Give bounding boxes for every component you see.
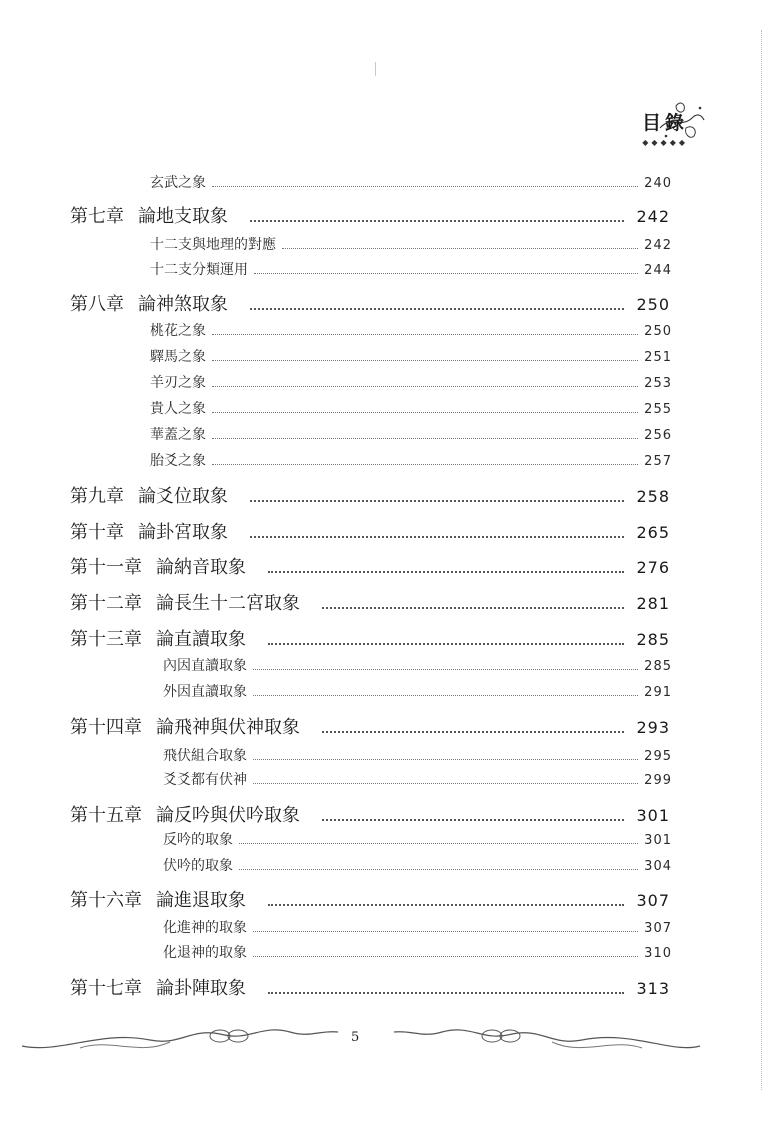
dot-leader bbox=[268, 904, 624, 906]
chapter-title: 論納音取象 bbox=[156, 557, 246, 578]
page-ref: 313 bbox=[636, 979, 670, 998]
toc-chapter-row[interactable] bbox=[70, 589, 670, 615]
dot-leader bbox=[212, 438, 638, 439]
dot-leader bbox=[282, 248, 638, 249]
page-ref: 301 bbox=[636, 806, 670, 825]
chapter-number: 第十七章 bbox=[70, 978, 142, 999]
chapter-number: 第十四章 bbox=[70, 717, 142, 738]
toc-chapter-row[interactable] bbox=[70, 518, 670, 544]
chapter-title: 論卦宮取象 bbox=[138, 522, 228, 543]
page-ref: 251 bbox=[644, 350, 672, 365]
chapter-title: 論飛神與伏神取象 bbox=[156, 717, 300, 738]
page-ref: 281 bbox=[636, 594, 670, 613]
dot-leader bbox=[253, 669, 638, 670]
toc-chapter-row[interactable] bbox=[70, 974, 670, 1000]
section-title: 內因直讀取象 bbox=[163, 658, 247, 674]
toc-section-row[interactable] bbox=[163, 681, 672, 701]
footer-right-ornament-icon bbox=[392, 1020, 702, 1060]
page-number: 5 bbox=[351, 1030, 360, 1045]
toc-chapter-row[interactable] bbox=[70, 713, 670, 739]
dot-leader bbox=[250, 500, 624, 502]
page-ref: 250 bbox=[644, 324, 672, 339]
scan-edge bbox=[760, 30, 762, 1090]
page-ref: 293 bbox=[636, 718, 670, 737]
section-title: 胎爻之象 bbox=[150, 453, 206, 469]
chapter-title: 論地支取象 bbox=[138, 206, 228, 227]
dot-leader bbox=[253, 695, 638, 696]
toc-chapter-row[interactable] bbox=[70, 801, 670, 827]
page-header bbox=[642, 108, 688, 147]
toc-chapter-row[interactable] bbox=[70, 625, 670, 651]
page-ref: 250 bbox=[636, 295, 670, 314]
dot-leader bbox=[253, 956, 638, 957]
dot-leader bbox=[254, 273, 638, 274]
section-title: 羊刃之象 bbox=[150, 375, 206, 391]
chapter-number: 第八章 bbox=[70, 294, 124, 315]
chapter-title: 論進退取象 bbox=[156, 890, 246, 911]
page-ref: 258 bbox=[636, 487, 670, 506]
toc-chapter-row[interactable] bbox=[70, 202, 670, 228]
chapter-number: 第十二章 bbox=[70, 593, 142, 614]
dot-leader bbox=[268, 992, 624, 994]
chapter-title: 論卦陣取象 bbox=[156, 978, 246, 999]
toc-section-row[interactable] bbox=[163, 942, 672, 962]
page-ref: 240 bbox=[644, 176, 672, 191]
page-ref: 242 bbox=[636, 207, 670, 226]
section-title: 十二支分類運用 bbox=[150, 262, 248, 278]
toc-section-row[interactable] bbox=[150, 259, 672, 279]
chapter-number: 第七章 bbox=[70, 206, 124, 227]
dot-leader bbox=[250, 536, 624, 538]
section-title: 桃花之象 bbox=[150, 323, 206, 339]
footer-left-ornament-icon bbox=[20, 1020, 340, 1060]
dot-leader bbox=[253, 783, 638, 784]
page-ref: 265 bbox=[636, 523, 670, 542]
toc-section-row[interactable] bbox=[150, 450, 672, 470]
page-ref: 255 bbox=[644, 402, 672, 417]
page-ref: 295 bbox=[644, 749, 672, 764]
dot-leader bbox=[212, 360, 638, 361]
toc-chapter-row[interactable] bbox=[70, 886, 670, 912]
page-ref: 304 bbox=[644, 859, 672, 874]
chapter-number: 第十五章 bbox=[70, 805, 142, 826]
page-ref: 285 bbox=[644, 659, 672, 674]
toc-section-row[interactable] bbox=[150, 346, 672, 366]
dot-leader bbox=[322, 731, 624, 733]
dot-leader bbox=[250, 308, 624, 310]
section-title: 爻爻都有伏神 bbox=[163, 772, 247, 788]
chapter-number: 第十三章 bbox=[70, 629, 142, 650]
chapter-number: 第九章 bbox=[70, 486, 124, 507]
chapter-title: 論直讀取象 bbox=[156, 629, 246, 650]
page-ref: 291 bbox=[644, 685, 672, 700]
page-ref: 253 bbox=[644, 376, 672, 391]
dot-leader bbox=[268, 643, 624, 645]
section-title: 外因直讀取象 bbox=[163, 684, 247, 700]
section-title: 玄武之象 bbox=[150, 175, 206, 191]
chapter-title: 論反吟與伏吟取象 bbox=[156, 805, 300, 826]
chapter-title: 論神煞取象 bbox=[138, 294, 228, 315]
toc-chapter-row[interactable] bbox=[70, 290, 670, 316]
toc-chapter-row[interactable] bbox=[70, 482, 670, 508]
section-title: 反吟的取象 bbox=[163, 832, 233, 848]
toc-section-row[interactable] bbox=[150, 424, 672, 444]
page-ref: 301 bbox=[644, 833, 672, 848]
dot-leader bbox=[212, 412, 638, 413]
section-title: 華蓋之象 bbox=[150, 427, 206, 443]
toc-section-row[interactable] bbox=[163, 917, 672, 937]
section-title: 化退神的取象 bbox=[163, 945, 247, 961]
page-ref: 307 bbox=[636, 891, 670, 910]
toc-chapter-row[interactable] bbox=[70, 553, 670, 579]
header-title: 目錄 bbox=[641, 112, 688, 134]
toc-section-row[interactable] bbox=[150, 234, 672, 254]
section-title: 化進神的取象 bbox=[163, 920, 247, 936]
page-ref: 299 bbox=[644, 773, 672, 788]
toc-section-row[interactable] bbox=[150, 172, 672, 192]
page-ref: 244 bbox=[644, 263, 672, 278]
dot-leader bbox=[212, 464, 638, 465]
dot-leader bbox=[239, 843, 638, 844]
dot-leader bbox=[253, 759, 638, 760]
dot-leader bbox=[239, 869, 638, 870]
page-ref: 285 bbox=[636, 630, 670, 649]
dot-leader bbox=[212, 334, 638, 335]
toc-section-row[interactable] bbox=[163, 855, 672, 875]
page-ref: 310 bbox=[644, 946, 672, 961]
chapter-number: 第十六章 bbox=[70, 890, 142, 911]
section-title: 飛伏組合取象 bbox=[163, 748, 247, 764]
toc-section-row[interactable] bbox=[150, 320, 672, 340]
dot-leader bbox=[250, 220, 624, 222]
section-title: 伏吟的取象 bbox=[163, 858, 233, 874]
header-subtitle: ◆◆◆◆◆ bbox=[642, 138, 688, 147]
toc-section-row[interactable] bbox=[163, 745, 672, 765]
section-title: 十二支與地理的對應 bbox=[150, 237, 276, 253]
page-ref: 256 bbox=[644, 428, 672, 443]
scan-mark bbox=[375, 62, 376, 76]
chapter-title: 論爻位取象 bbox=[138, 486, 228, 507]
page-ref: 307 bbox=[644, 921, 672, 936]
toc-section-row[interactable] bbox=[163, 655, 672, 675]
page-ref: 242 bbox=[644, 238, 672, 253]
dot-leader bbox=[322, 607, 624, 609]
chapter-number: 第十一章 bbox=[70, 557, 142, 578]
section-title: 貴人之象 bbox=[150, 401, 206, 417]
dot-leader bbox=[253, 931, 638, 932]
toc-section-row[interactable] bbox=[163, 769, 672, 789]
page-ref: 257 bbox=[644, 454, 672, 469]
section-title: 驛馬之象 bbox=[150, 349, 206, 365]
dot-leader bbox=[322, 819, 624, 821]
chapter-title: 論長生十二宮取象 bbox=[156, 593, 300, 614]
chapter-number: 第十章 bbox=[70, 522, 124, 543]
dot-leader bbox=[212, 186, 638, 187]
dot-leader bbox=[212, 386, 638, 387]
page-ref: 276 bbox=[636, 558, 670, 577]
toc-section-row[interactable] bbox=[150, 398, 672, 418]
toc-section-row[interactable] bbox=[150, 372, 672, 392]
dot-leader bbox=[268, 571, 624, 573]
toc-section-row[interactable] bbox=[163, 829, 672, 849]
